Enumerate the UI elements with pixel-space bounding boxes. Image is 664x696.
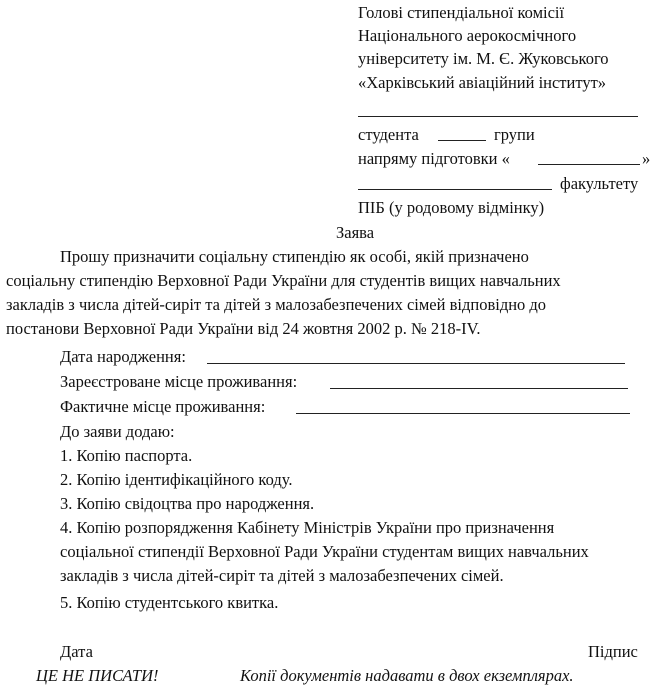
addressee-line-1: Голові стипендіальної комісії xyxy=(358,3,565,22)
attachment-item-4-line-3: закладів з числа дітей-сиріт та дітей з малозабезпечених сімей. xyxy=(60,566,504,585)
date-label: Дата xyxy=(60,642,93,661)
birth-date-blank xyxy=(207,363,625,364)
document-title: Заява xyxy=(336,223,375,242)
copies-note: Копії документів надавати в двох екземплярах. xyxy=(240,666,574,685)
direction-blank xyxy=(538,164,640,165)
attachment-item-5: 5. Копію студентського квитка. xyxy=(60,593,279,612)
attachment-item-2: 2. Копію ідентифікаційного коду. xyxy=(60,470,293,489)
attachment-item-1: 1. Копію паспорта. xyxy=(60,446,193,465)
body-line-1: Прошу призначити соціальну стипендію як особі, якій призначено xyxy=(60,247,529,266)
body-line-3: закладів з числа дітей-сиріт та дітей з малозабезпечених сімей відповідно до xyxy=(6,295,547,314)
addressee-line-4: «Харківський авіаційний інститут» xyxy=(358,73,607,92)
student-label: студента xyxy=(358,125,419,144)
direction-label: напряму підготовки « xyxy=(358,149,510,168)
addressee-line-3: університету ім. М. Є. Жуковського xyxy=(358,49,609,68)
signature-label: Підпис xyxy=(588,642,638,661)
name-hint: ПІБ (у родовому відмінку) xyxy=(358,198,545,217)
faculty-blank xyxy=(358,189,552,190)
body-line-2: соціальну стипендію Верховної Ради України для студентів вищих навчальних xyxy=(6,271,561,290)
actual-address-blank xyxy=(296,413,630,414)
faculty-label: факультету xyxy=(560,174,639,193)
birth-date-label: Дата народження: xyxy=(60,347,186,366)
attachment-item-4-line-2: соціальної стипендії Верховної Ради України студентам вищих навчальних xyxy=(60,542,589,561)
actual-address-label: Фактичне місце проживання: xyxy=(60,397,266,416)
body-line-4: постанови Верховної Ради України від 24 жовтня 2002 р. № 218-IV. xyxy=(6,319,481,338)
applicant-name-blank xyxy=(358,116,638,117)
registered-address-blank xyxy=(330,388,628,389)
attachments-heading: До заяви додаю: xyxy=(60,422,175,441)
attachment-item-3: 3. Копію свідоцтва про народження. xyxy=(60,494,315,513)
registered-address-label: Зареєстроване місце проживання: xyxy=(60,372,298,391)
direction-close-quote: » xyxy=(642,149,651,168)
group-label: групи xyxy=(494,125,535,144)
addressee-line-2: Національного аерокосмічного xyxy=(358,26,577,45)
attachment-item-4-line-1: 4. Копію розпорядження Кабінету Міністрів України про призначення xyxy=(60,518,555,537)
group-number-blank xyxy=(438,140,486,141)
no-write-note: ЦЕ НЕ ПИСАТИ! xyxy=(36,666,159,685)
